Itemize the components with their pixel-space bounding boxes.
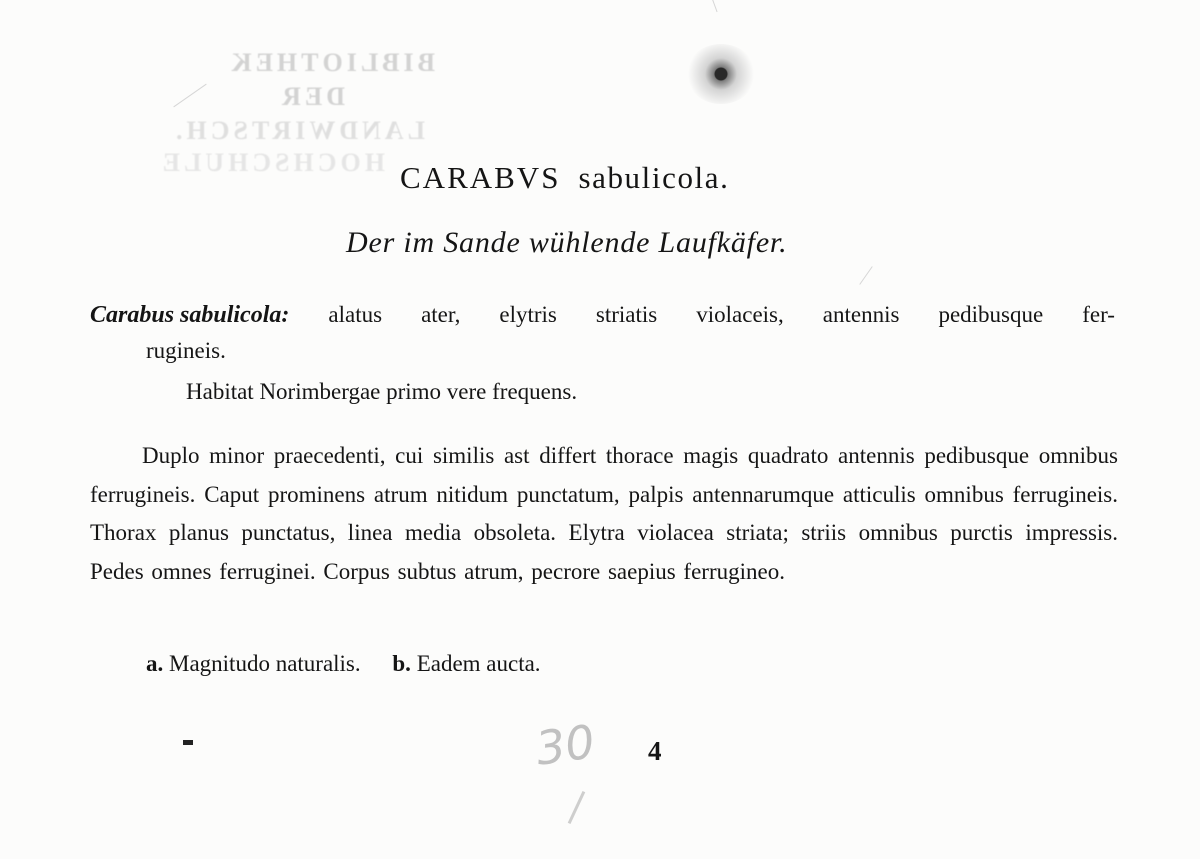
species-name: sabulicola. xyxy=(578,160,730,195)
diagnosis-word: striatis xyxy=(595,302,658,327)
figure-letter-b: b. xyxy=(392,651,411,676)
scientific-name: Carabus sabulicola: xyxy=(90,302,290,328)
diagnosis-word: elytris xyxy=(499,302,557,327)
diagnosis-word: pedibusque xyxy=(938,302,1044,327)
paper-scratch xyxy=(859,266,872,285)
ink-smudge xyxy=(686,44,756,104)
diagnosis-word: fer- xyxy=(1082,302,1115,327)
stamp-line: HOCHSCHULE xyxy=(158,148,385,177)
stamp-line: BIBLIOTHEK xyxy=(227,48,435,77)
ink-speck xyxy=(183,740,193,745)
figure-caption-a: Magnitudo naturalis. xyxy=(169,651,361,676)
genus-name: CARABVS xyxy=(400,160,561,195)
description-paragraph: Duplo minor praecedenti, cui similis ast differt thorace magis quadrato antennis pedibusque omnibus ferrugineis. Caput prominens atrum nitidum punctatum, palpis antennarumque atticulis omnibus ferrugineis. Thorax planus punctatus, linea media obsoleta. Elytra violacea striata; striis omnibus purctis impressis. Pedes omnes ferruginei. Corpus subtus atrum, pecrore saepius ferrugineo. xyxy=(90,443,1118,584)
diagnosis-first-line xyxy=(90,297,1115,333)
diagnosis-word: alatus xyxy=(328,302,383,327)
stamp-line: DER xyxy=(278,82,345,111)
common-name: Der im Sande wühlende Laufkäfer. xyxy=(346,226,788,259)
diagnosis-word: violaceis, xyxy=(696,302,784,327)
diagnosis xyxy=(90,297,1115,369)
paper-scratch xyxy=(710,0,717,12)
pencil-annotation: 30 xyxy=(532,714,599,776)
diagnosis-word: antennis xyxy=(822,302,900,327)
stamp-line: LANDWIRTSCH. xyxy=(172,116,425,145)
figure-caption-b: Eadem aucta. xyxy=(416,651,541,676)
habitat-line: Habitat Norimbergae primo vere frequens. xyxy=(186,379,578,404)
pencil-stroke xyxy=(568,791,586,824)
diagnosis-word: ater, xyxy=(421,302,461,327)
figure-letter-a: a. xyxy=(146,651,164,676)
page-number: 4 xyxy=(648,736,662,766)
diagnosis-continuation: rugineis. xyxy=(146,338,226,363)
species-title xyxy=(400,160,729,196)
figure-legend xyxy=(146,651,541,677)
